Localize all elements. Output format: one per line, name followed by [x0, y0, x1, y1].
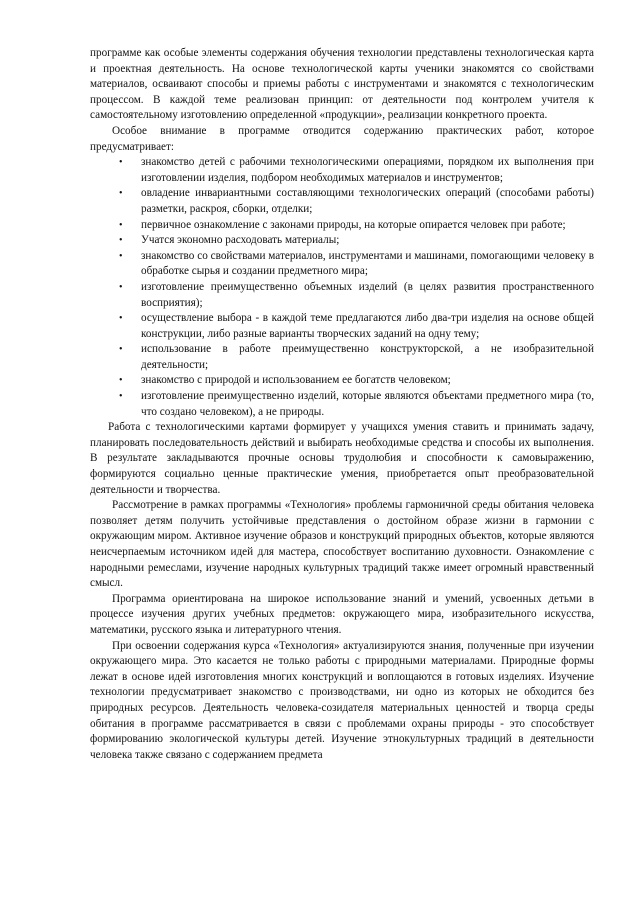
- list-item: [110, 342, 594, 373]
- list-item-text: первичное ознакомление с законами природы, на которые опирается человек при работе;: [141, 218, 566, 231]
- bullet-icon: •: [119, 188, 123, 200]
- intro-paragraph: программе как особые элементы содержания обучения технологии представлены технологическая карта и проектная деятельность. На основе технологической карты ученики знакомятся со свойствами материалов, осваивают способы и приемы работы с инструментами и знакомятся с технологическим процессом. В каждой теме реализован принцип: от деятельности под контролем учителя к самостоятельному изготовлению определенной «продукции», реализации конкретного проекта.: [90, 47, 594, 122]
- bullet-icon: •: [119, 281, 123, 293]
- list-item-text: знакомство детей с рабочими технологическими операциями, порядком их выполнения при изготовлении изделия, подбором необходимых материалов и инструментов;: [141, 156, 594, 184]
- bullet-icon: •: [119, 313, 123, 325]
- bullet-icon: •: [119, 391, 123, 403]
- list-item-text: изготовление преимущественно объемных изделий (в целях развития пространственного восприятия);: [141, 280, 594, 309]
- bullet-icon: •: [119, 375, 123, 387]
- list-item-text: знакомство с природой и использованием ее богатств человеком;: [141, 374, 451, 387]
- list-item-text: изготовление преимущественно изделий, которые являются объектами предметного мира (то, что создано человеком), а не природы.: [141, 390, 594, 418]
- list-item: [110, 218, 594, 234]
- list-item-text: осуществление выбора - в каждой теме предлагаются либо два-три изделия на основе общей конструкции, либо разные варианты творческих заданий на одну тему;: [141, 312, 594, 340]
- bullet-icon: •: [119, 250, 123, 262]
- list-item-text: овладение инвариантными составляющими технологических операций (способами работы) разметки, раскроя, сборки, отделки;: [141, 187, 594, 215]
- list-item: [110, 280, 594, 311]
- practical-work-list: [90, 155, 594, 420]
- list-item: [110, 233, 594, 249]
- list-item: [110, 311, 594, 342]
- bullet-icon: •: [119, 235, 123, 247]
- bullet-icon: •: [119, 344, 123, 356]
- list-item-text: Учатся экономно расходовать материалы;: [141, 234, 340, 247]
- list-item-text: знакомство со свойствами материалов, инструментами и машинами, помогающими человеку в обработке сырья и создании предметного мира;: [141, 249, 594, 278]
- bullet-icon: •: [119, 157, 123, 169]
- list-item: [110, 155, 594, 186]
- list-item: [110, 186, 594, 217]
- list-item: [110, 389, 594, 420]
- list-item-text: использование в работе преимущественно конструкторской, а не изобразительной деятельности;: [141, 343, 594, 371]
- actualization-paragraph: При освоении содержания курса «Технология» актуализируются знания, полученные при изучении окружающего мира. Это касается не только работы с природными материалами. Природные формы лежат в основе идей изготовления многих конструкций и воплощаются в готовых изделиях. Изучение технологии предусматривает знакомство с производствами, ни одно из которых не обходится без природных ресурсов. Деятельность человека-созидателя материальных ценностей и творца среды обитания в программе рассматривается в связи с проблемами охраны природы - это способствует формированию экологической культуры детей. Изучение этнокультурных традиций в деятельности человека также связано с содержанием предмета: [90, 639, 594, 761]
- special-attention-paragraph: Особое внимание в программе отводится содержанию практических работ, которое предусматривает:: [90, 124, 594, 153]
- list-item: [110, 373, 594, 389]
- document-page: [90, 46, 594, 763]
- list-item: [110, 249, 594, 280]
- bullet-icon: •: [119, 219, 123, 231]
- interdisciplinary-paragraph: Программа ориентирована на широкое использование знаний и умений, усвоенных детьми в процессе изучения других учебных предметов: окружающего мира, изобразительного искусства, математики, русского языка и литературного чтения.: [90, 592, 594, 636]
- technology-maps-paragraph: Работа с технологическими картами формирует у учащихся умения ставить и принимать задачу, планировать последовательность действий и выбирать необходимые средства и способы их выполнения. В результате закладываются прочные основы трудолюбия и способности к самовыражению, формируются социально ценные практические умения, приобретается опыт преобразовательной деятельности и творчества.: [90, 421, 594, 496]
- harmony-paragraph: Рассмотрение в рамках программы «Технология» проблемы гармоничной среды обитания человека позволяет детям получить устойчивые представления о достойном образе жизни в гармонии с окружающим миром. Активное изучение образов и конструкций природных объектов, которые являются неисчерпаемым источником идей для мастера, способствует воспитанию духовности. Ознакомление с народными ремеслами, изучение народных культурных традиций также имеет огромный нравственный смысл.: [90, 499, 594, 590]
